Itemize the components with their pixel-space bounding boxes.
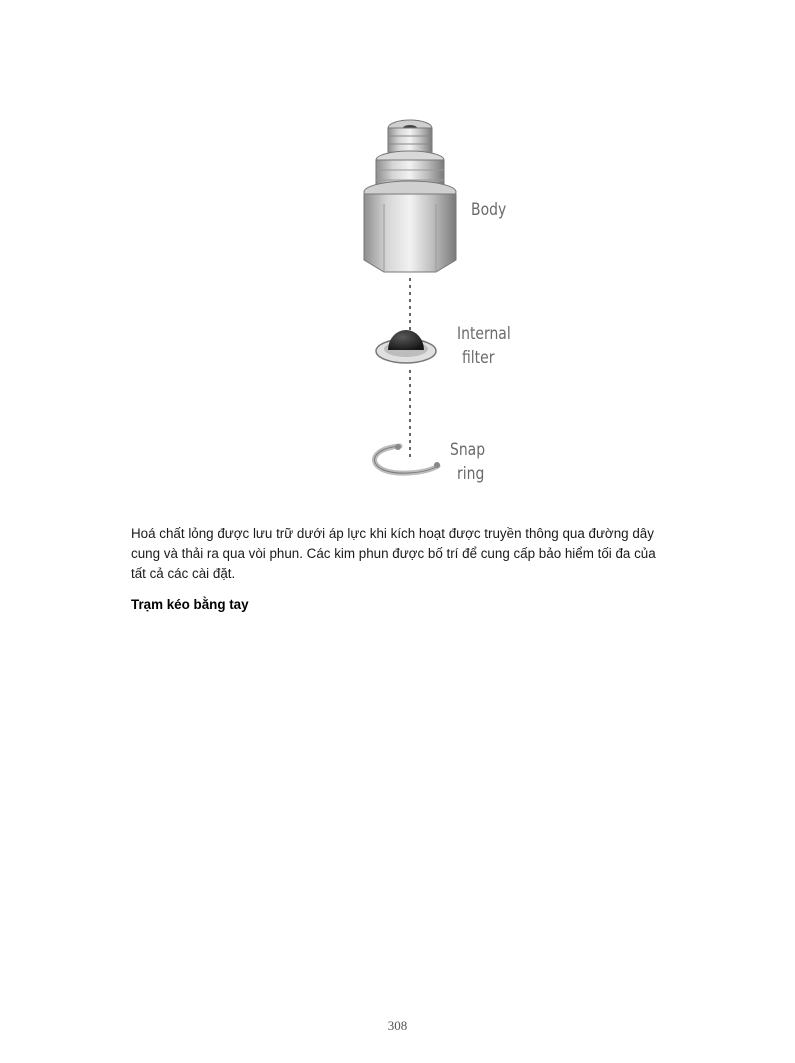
label-snap-ring-line1: Snap: [450, 440, 486, 460]
label-internal-filter-line1: Internal: [457, 324, 511, 344]
internal-filter: [376, 330, 436, 363]
label-body: Body: [471, 200, 507, 220]
page-number: 308: [387, 1018, 408, 1033]
label-snap-ring-line2: ring: [457, 464, 485, 484]
nozzle-illustration: [340, 108, 540, 500]
snap-ring: [374, 444, 440, 473]
section-heading: Trạm kéo bằng tay: [131, 597, 249, 612]
nozzle-exploded-diagram: [340, 108, 540, 500]
body-paragraph: Hoá chất lỏng được lưu trữ dưới áp lực khi kích hoạt được truyền thông qua đường dây cung và thải ra qua vòi phun. Các kim phun được bố trí để cung cấp bảo hiểm tối đa của tất cả các cài đặt.: [131, 526, 656, 581]
nozzle-body: [364, 120, 456, 272]
label-internal-filter-line2: filter: [462, 348, 495, 368]
